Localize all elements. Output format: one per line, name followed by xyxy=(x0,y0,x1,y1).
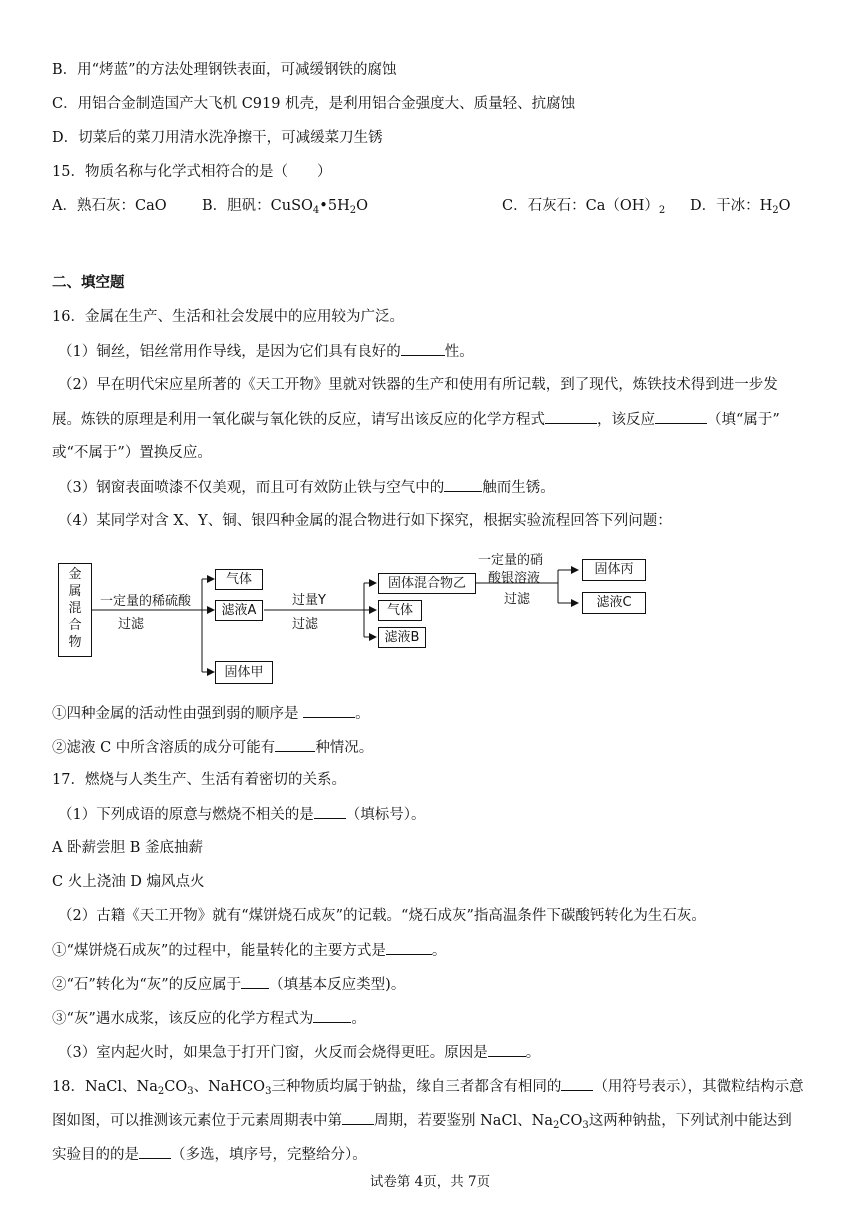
q17-options-cd: C 火上浇油 D 煽风点火 xyxy=(52,874,205,890)
q14-option-b: B．用“烤蓝”的方法处理钢铁表面，可减缓钢铁的腐蚀 xyxy=(52,62,397,78)
box-gas-1: 气体 xyxy=(215,569,263,590)
box-solid-bing: 固体丙 xyxy=(582,559,646,581)
box-solid-jia: 固体甲 xyxy=(215,661,273,684)
label-silver-nitrate-line1: 一定量的硝 xyxy=(478,553,544,568)
box-filtrate-c: 滤液C xyxy=(582,592,646,614)
box-gas-2: 气体 xyxy=(378,600,422,621)
q16-part2-line2: 展。炼铁的原理是利用一氧化碳与氧化铁的反应，请写出该反应的化学方程式 ，该反应 （填“属于” xyxy=(52,409,780,430)
q17-part1: （1）下列成语的原意与燃烧不相关的是 （填标号）。 xyxy=(58,804,425,825)
q15-option-d: D．干冰：$H_2O$ xyxy=(690,198,791,216)
q17-part3: （3）室内起火时，如果急于打开门窗，火反而会烧得更旺。原因是 。 xyxy=(58,1042,540,1063)
q18-line2: 图如图，可以推测该元素位于元素周期表中第 周期，若要鉴别 NaCl、$Na_2CO_3$这两种钠盐，下列试剂中能达到 xyxy=(52,1110,792,1131)
q16-part1: （1）铜丝，铝丝常用作导线，是因为它们具有良好的 性。 xyxy=(58,341,474,362)
label-filter-1: 过滤 xyxy=(118,617,145,632)
q16-4-sub2: ②滤液 C 中所含溶质的成分可能有 种情况。 xyxy=(52,737,373,758)
q16-part2-line3: 或“不属于”）置换反应。 xyxy=(52,445,212,461)
q14-option-d: D．切菜后的菜刀用清水洗净擦干，可减缓菜刀生锈 xyxy=(52,130,383,146)
experiment-flowchart xyxy=(52,545,692,695)
section-heading: 二、填空题 xyxy=(52,274,125,291)
q17-options-ab: A 卧薪尝胆 B 釜底抽薪 xyxy=(52,840,203,856)
q15-option-b: B．胆矾：$CuSO_4•5H_2O$ xyxy=(202,198,368,216)
q15-stem: 15．物质名称与化学式相符合的是（ ） xyxy=(52,164,332,180)
q14-option-c: C．用铝合金制造国产大飞机 C919 机壳，是利用铝合金强度大、质量轻、抗腐蚀 xyxy=(52,96,576,112)
q17-stem: 17．燃烧与人类生产、生活有着密切的关系。 xyxy=(52,772,346,788)
q18-line3: 实验目的的是 （多选，填序号，完整给分）。 xyxy=(52,1144,367,1165)
q16-part4: （4）某同学对含 X、Y、铜、银四种金属的混合物进行如下探究，根据实验流程回答下列问题： xyxy=(58,513,672,529)
label-filter-3: 过滤 xyxy=(504,592,531,607)
q17-2-sub2: ②“石”转化为“灰”的反应属于 （填基本反应类型)。 xyxy=(52,974,405,995)
q15-option-c: C．石灰石：$Ca(OH)_2$ xyxy=(502,198,666,216)
q16-stem: 16．金属在生产、生活和社会发展中的应用较为广泛。 xyxy=(52,309,404,325)
page-footer: 试卷第 4页，共 7页 xyxy=(369,1174,491,1190)
q15-option-a: A．熟石灰：CaO xyxy=(52,198,167,214)
label-silver-nitrate-line2: 酸银溶液 xyxy=(488,571,541,586)
q16-part3: （3）钢窗表面喷漆不仅美观，而且可有效防止铁与空气中的 触而生锈。 xyxy=(58,477,555,498)
label-filter-2: 过滤 xyxy=(292,617,319,632)
q18-line1: 18．NaCl、$Na_2CO_3$、NaHCO$_3$三种物质均属于钠盐，缘自三者都含有相同的 （用符号表示），其微粒结构示意 xyxy=(52,1076,804,1097)
label-reagent-dilute-sulfuric-acid: 一定量的稀硫酸 xyxy=(100,594,192,609)
q16-part2-line1: （2）早在明代宋应星所著的《天工开物》里就对铁器的生产和使用有所记载，到了现代，炼铁技术得到进一步发 xyxy=(58,377,778,393)
q17-2-sub1: ①“煤饼烧石成灰”的过程中，能量转化的主要方式是 。 xyxy=(52,940,446,961)
q16-4-sub1: ①四种金属的活动性由强到弱的顺序是 。 xyxy=(52,703,370,724)
box-filtrate-a: 滤液A xyxy=(215,600,263,621)
box-filtrate-b: 滤液B xyxy=(378,627,426,648)
box-solid-mixture-yi: 固体混合物乙 xyxy=(378,573,476,594)
q17-2-sub3: ③“灰”遇水成浆，该反应的化学方程式为 。 xyxy=(52,1008,366,1029)
box-metal-mixture: 金 属 混 合 物 xyxy=(58,563,92,657)
label-excess-y: 过量Y xyxy=(292,593,326,608)
q17-part2: （2）古籍《天工开物》就有“煤饼烧石成灰”的记载。“烧石成灰”指高温条件下碳酸钙转化为生石灰。 xyxy=(58,908,706,924)
